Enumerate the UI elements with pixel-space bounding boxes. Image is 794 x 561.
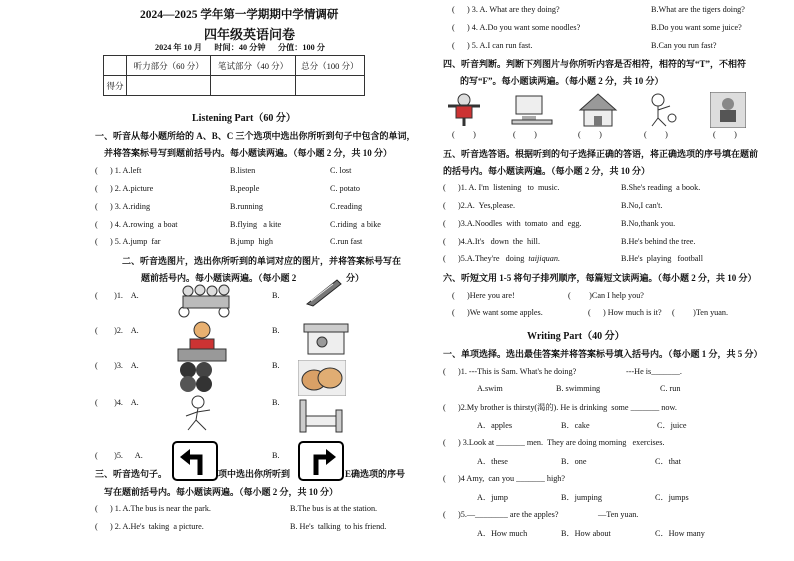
s2-item-1: ( )1. A. bbox=[95, 291, 139, 300]
s2-item-3: ( )3. A. bbox=[95, 361, 139, 370]
s2-item-4-b: B. bbox=[272, 398, 280, 407]
house-picture bbox=[576, 92, 620, 128]
s5-item-3-a: ( )3.A.Noodles with tomato and egg. bbox=[443, 219, 582, 228]
bed-picture bbox=[296, 396, 346, 436]
s1-item-5-c: C.run fast bbox=[330, 237, 363, 246]
s3-heading-2: 写在题前括号内。每小题读两遍。（每小题 2 分，共 10 分） bbox=[104, 487, 339, 497]
s3-item-1-a: ( ) 1. A.The bus is near the park. bbox=[95, 504, 211, 513]
s6-line1-b: ( )Can I help you? bbox=[568, 291, 644, 300]
s2-item-3-b: B. bbox=[272, 361, 280, 370]
s2-item-2-b: B. bbox=[272, 326, 280, 335]
s4-heading-1: 四、听音判断。判断下列图片与你所听内容是否相符，相符的写“T”，不相符 bbox=[443, 59, 747, 69]
s1-item-1-b: B.listen bbox=[230, 166, 256, 175]
s6-line2-b: ( ) How much is it? bbox=[588, 308, 662, 317]
turn-left-sign bbox=[172, 441, 218, 481]
s3-item-5-b: B.Can you run fast? bbox=[651, 41, 717, 50]
s1-item-2-c: C. potato bbox=[330, 184, 361, 193]
s5-item-5-a-italic: taijiquan. bbox=[528, 254, 561, 263]
s3-heading-1b: 项中选出你所听到 bbox=[218, 469, 291, 479]
w1-q4-b: B．jumping bbox=[561, 493, 602, 502]
s5-item-4-b: B.He's behind the tree. bbox=[621, 237, 696, 246]
s3-heading-1c: E确选项的序号 bbox=[345, 469, 406, 479]
s1-item-5-b: B.jump high bbox=[230, 237, 273, 246]
w1-q1-answer-prompt: ---He is_______. bbox=[626, 367, 682, 376]
s3-item-4-b: B.Do you want some juice? bbox=[651, 23, 742, 32]
score-table bbox=[103, 55, 365, 96]
boat-picture bbox=[303, 276, 343, 308]
turn-left-arrow-icon bbox=[174, 443, 216, 479]
s3-item-2-a: ( ) 2. A.He's taking a picture. bbox=[95, 522, 204, 531]
tomatoes-picture bbox=[176, 358, 216, 394]
writing-part-title: Writing Part（40 分） bbox=[527, 331, 625, 342]
s1-item-4-b: B.flying a kite bbox=[230, 220, 282, 229]
shop-picture bbox=[302, 320, 350, 356]
children-bike-picture bbox=[174, 282, 234, 318]
s2-item-1-b: B. bbox=[272, 291, 280, 300]
s5-item-5-a bbox=[443, 254, 560, 263]
scarecrow-picture bbox=[446, 92, 482, 128]
s4-heading-2: 的写“F”。每小题读两遍。（每小题 2 分，共 10 分） bbox=[460, 76, 664, 86]
s5-item-2-a: ( )2.A. Yes,please. bbox=[443, 201, 516, 210]
s5-item-1-b: B.She's reading a book. bbox=[621, 183, 701, 192]
s4-blank-4[interactable]: ( ) bbox=[644, 130, 668, 139]
s2-item-2: ( )2. A. bbox=[95, 326, 139, 335]
w1-heading: 一、单项选择。选出最佳答案并将答案标号填入括号内。（每小题 1 分，共 5 分） bbox=[443, 349, 763, 359]
s1-item-1-c: C. lost bbox=[330, 166, 352, 175]
boy-running-picture bbox=[178, 394, 218, 434]
w1-q3: ( ) 3.Look at _______ men. They are doing morning exercises. bbox=[443, 438, 665, 447]
s2-item-5-b: B. bbox=[272, 451, 280, 460]
w1-q5-c: C．How many bbox=[655, 529, 705, 538]
s6-heading: 六、听短文用 1-5 将句子排列顺序，每篇短文读两遍。（每小题 2 分，共 10 分） bbox=[443, 273, 757, 283]
s5-item-4-a: ( )4.A.It's down the hill. bbox=[443, 237, 540, 246]
s3-item-5-a: ( ) 5. A.I can run fast. bbox=[452, 41, 533, 50]
s2-heading-tail: 分） bbox=[346, 273, 365, 283]
s1-item-4-c: C.riding a bike bbox=[330, 220, 381, 229]
score-writing-cell[interactable] bbox=[211, 76, 295, 96]
s1-item-4: ( ) 4. A.rowing a boat bbox=[95, 220, 178, 229]
exam-title: 2024—2025 学年第一学期期中学情调研 bbox=[140, 9, 339, 21]
score-row-label: 得分 bbox=[104, 76, 127, 96]
s1-item-2: ( ) 2. A.picture bbox=[95, 184, 154, 193]
s6-line2-c: ( )Ten yuan. bbox=[672, 308, 729, 317]
s2-heading-2: 题前括号内。每小题读两遍。（每小题 2 bbox=[141, 273, 297, 283]
w1-q2: ( )2.My brother is thirsty(渴的). He is drinking some _______ now. bbox=[443, 403, 677, 412]
w1-q1: ( )1. ---This is Sam. What's he doing? bbox=[443, 367, 577, 376]
s5-item-5-a-text: ( )5.A.They're doing bbox=[443, 254, 529, 263]
w1-q2-a: A．apples bbox=[477, 421, 513, 430]
w1-q3-a: A．these bbox=[477, 457, 508, 466]
s4-blank-3[interactable]: ( ) bbox=[578, 130, 602, 139]
s2-heading-1: 二、听音选图片，选出你所听到的单词对应的图片，并将答案标号写在 bbox=[122, 256, 402, 266]
w1-q3-c: C．that bbox=[655, 457, 681, 466]
s3-item-1-b: B.The bus is at the station. bbox=[290, 504, 378, 513]
s3-item-3-a: ( ) 3. A. What are they doing? bbox=[452, 5, 560, 14]
s2-item-4: ( )4. A. bbox=[95, 398, 139, 407]
w1-q1-a: A.swim bbox=[477, 384, 503, 393]
s1-item-3: ( ) 3. A.riding bbox=[95, 202, 151, 211]
s3-heading-1a: 三、听音选句子。 bbox=[95, 469, 168, 479]
exam-info: 2024 年 10 月 时间：40 分钟 分值：100 分 bbox=[155, 43, 325, 52]
s2-item-5: ( )5. A. bbox=[95, 451, 143, 460]
w1-q2-b: B．cake bbox=[561, 421, 590, 430]
w1-q2-c: C．juice bbox=[657, 421, 687, 430]
s1-item-1: ( ) 1. A.left bbox=[95, 166, 142, 175]
s4-blank-1[interactable]: ( ) bbox=[452, 130, 476, 139]
w1-q1-b: B. swimming bbox=[556, 384, 601, 393]
s4-blank-2[interactable]: ( ) bbox=[513, 130, 537, 139]
s5-heading-1: 五、听音选答语。根据听到的句子选择正确的答语，将正确选项的序号填在题前 bbox=[443, 149, 759, 159]
s5-item-1-a: ( )1. A. I'm listening to music. bbox=[443, 183, 560, 192]
s1-item-3-c: C.reading bbox=[330, 202, 363, 211]
s3-item-2-b: B. He's talking to his friend. bbox=[290, 522, 387, 531]
s6-line1-a: ( )Here you are! bbox=[452, 291, 515, 300]
w1-q5-answer-prompt: —Ten yuan. bbox=[598, 510, 639, 519]
s1-item-5: ( ) 5. A.jump far bbox=[95, 237, 161, 246]
score-total-cell[interactable] bbox=[295, 76, 364, 96]
turn-right-arrow-icon bbox=[300, 443, 342, 479]
boy-playing-picture bbox=[644, 92, 680, 128]
w1-q5-a: A．How much bbox=[477, 529, 528, 538]
s3-item-3-b: B.What are the tigers doing? bbox=[651, 5, 745, 14]
girl-reading-picture bbox=[174, 320, 230, 362]
w1-q1-c: C. run bbox=[660, 384, 681, 393]
s1-item-3-b: B.running bbox=[230, 202, 263, 211]
turn-right-sign bbox=[298, 441, 344, 481]
w1-q5-b: B．How about bbox=[561, 529, 611, 538]
s5-heading-2: 的括号内。每小题读两遍。（每小题 2 分，共 10 分） bbox=[443, 166, 651, 176]
s3-item-4-a: ( ) 4. A.Do you want some noodles? bbox=[452, 23, 581, 32]
score-total-header: 总分（100 分） bbox=[295, 56, 364, 76]
photographer-picture bbox=[710, 92, 746, 128]
w1-q4-c: C．jumps bbox=[655, 493, 689, 502]
s1-heading-1: 一、听音从每小题所给的 A、B、C 三个选项中选出你所听到句子中包含的单词， bbox=[95, 131, 416, 141]
w1-q4-a: A．jump bbox=[477, 493, 508, 502]
score-listening-cell[interactable] bbox=[127, 76, 211, 96]
s5-item-3-b: B.No,thank you. bbox=[621, 219, 676, 228]
exam-subtitle: 四年级英语问卷 bbox=[204, 27, 296, 42]
s1-item-2-b: B.people bbox=[230, 184, 260, 193]
s5-item-2-b: B.No,I can't. bbox=[621, 201, 663, 210]
listening-part-title: Listening Part（60 分） bbox=[192, 113, 296, 124]
score-writing-header: 笔试部分（40 分） bbox=[211, 56, 295, 76]
w1-q3-b: B．one bbox=[561, 457, 587, 466]
s4-blank-5[interactable]: ( ) bbox=[713, 130, 737, 139]
s6-line2-a: ( )We want some apples. bbox=[452, 308, 543, 317]
w1-q5: ( )5.—________ are the apples? bbox=[443, 510, 559, 519]
potatoes-picture bbox=[298, 360, 346, 396]
s1-heading-2: 并将答案标号写到题前括号内。每小题读两遍。（每小题 2 分，共 10 分） bbox=[104, 148, 393, 158]
score-listening-header: 听力部分（60 分） bbox=[127, 56, 211, 76]
w1-q4: ( )4 Amy, can you _______ high? bbox=[443, 474, 566, 483]
computer-picture bbox=[510, 94, 556, 126]
s5-item-5-b: B.He's playing football bbox=[621, 254, 703, 263]
